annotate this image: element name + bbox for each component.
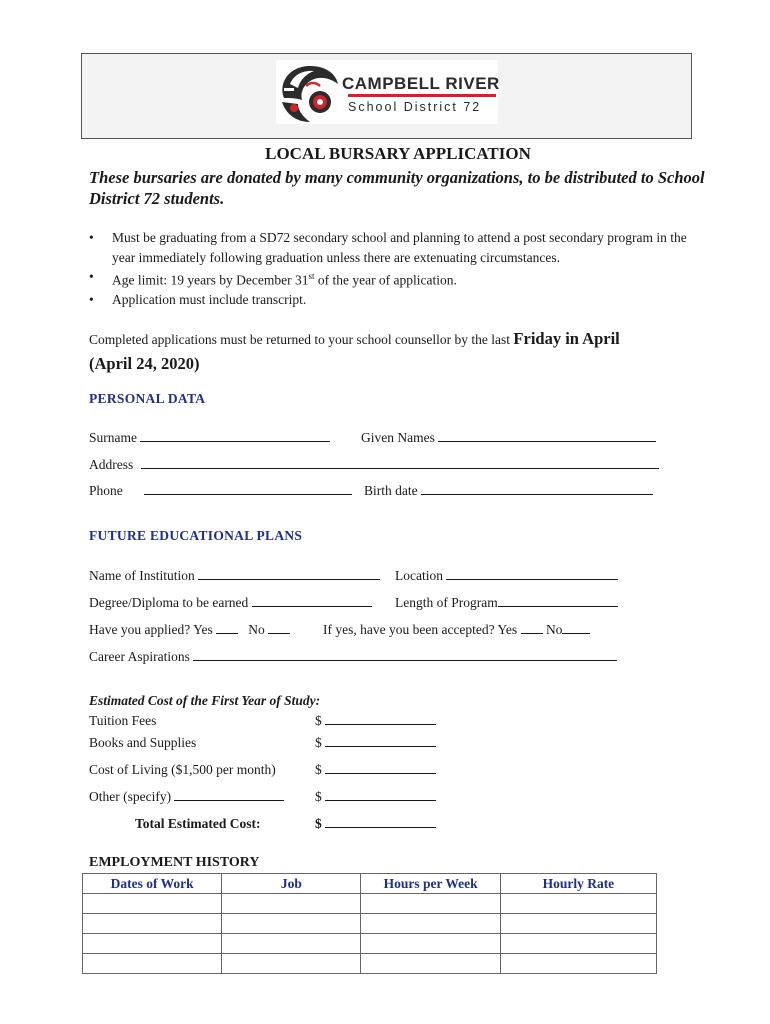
employment-heading: EMPLOYMENT HISTORY <box>89 855 260 870</box>
surname-field[interactable] <box>140 430 330 442</box>
table-cell[interactable] <box>222 954 361 974</box>
table-cell[interactable] <box>361 954 500 974</box>
applied-no-field[interactable] <box>268 622 290 634</box>
page-title: LOCAL BURSARY APPLICATION <box>265 144 531 163</box>
bullet-icon: • <box>89 292 94 307</box>
logo-banner <box>81 53 692 139</box>
table-header-row <box>83 874 657 894</box>
eligibility-list <box>89 228 709 310</box>
column-hourly-rate: Hourly Rate <box>500 874 656 894</box>
program-length-field[interactable] <box>498 595 618 607</box>
location-field[interactable] <box>446 568 618 580</box>
phone-row: Phone <box>89 483 352 499</box>
applied-yes-field[interactable] <box>216 622 238 634</box>
bullet-icon: • <box>89 269 94 284</box>
table-cell[interactable] <box>500 894 656 914</box>
surname-row: Surname <box>89 430 330 446</box>
degree-field[interactable] <box>252 595 372 607</box>
logo-red-rule <box>348 94 496 97</box>
bullet-icon: • <box>89 230 94 245</box>
list-item: • Age limit: 19 years by December 31st of the year of application. <box>89 269 457 288</box>
accepted-yes-field[interactable] <box>521 622 543 634</box>
living-field[interactable] <box>325 762 436 774</box>
table-cell[interactable] <box>500 934 656 954</box>
total-field[interactable] <box>325 816 436 828</box>
other-row: Other (specify) <box>89 789 284 805</box>
table-cell[interactable] <box>83 894 222 914</box>
accepted-row: If yes, have you been accepted? Yes No <box>323 622 590 638</box>
column-dates-of-work: Dates of Work <box>83 874 222 894</box>
table-cell[interactable] <box>500 914 656 934</box>
logo-text-school-district: School District 72 <box>348 100 482 114</box>
books-field[interactable] <box>325 735 436 747</box>
deadline-date: (April 24, 2020) <box>89 354 200 373</box>
books-amount-row: $ <box>315 735 436 751</box>
column-hours-per-week: Hours per Week <box>361 874 500 894</box>
table-cell[interactable] <box>361 934 500 954</box>
intro-text: These bursaries are donated by many community organizations, to be distributed to School District 72 students. <box>89 168 705 208</box>
column-job: Job <box>222 874 361 894</box>
living-amount-row: $ <box>315 762 436 778</box>
table-row <box>83 954 657 974</box>
table-row <box>83 894 657 914</box>
table-cell[interactable] <box>222 914 361 934</box>
total-amount-row: $ <box>315 816 436 832</box>
employment-table <box>82 873 657 974</box>
given-names-row: Given Names <box>361 430 656 446</box>
applied-row: Have you applied? Yes No <box>89 622 290 638</box>
accepted-no-field[interactable] <box>562 622 590 634</box>
list-item: • Must be graduating from a SD72 secondary school and planning to attend a post secondary program in the year immediately following graduation unless there are extenuating circumstances. <box>89 230 687 265</box>
formline-eagle-logo-icon <box>276 62 342 124</box>
table-cell[interactable] <box>83 934 222 954</box>
living-label: Cost of Living ($1,500 per month) <box>89 762 276 777</box>
program-length-row: Length of Program <box>395 595 618 611</box>
tuition-label: Tuition Fees <box>89 713 157 728</box>
table-cell[interactable] <box>222 934 361 954</box>
table-cell[interactable] <box>222 894 361 914</box>
list-item: • Application must include transcript. <box>89 290 709 310</box>
books-label: Books and Supplies <box>89 735 197 750</box>
phone-field[interactable] <box>144 483 352 495</box>
table-cell[interactable] <box>361 914 500 934</box>
section-future-plans: FUTURE EDUCATIONAL PLANS <box>89 528 303 543</box>
table-cell[interactable] <box>361 894 500 914</box>
institution-field[interactable] <box>198 568 380 580</box>
cost-heading: Estimated Cost of the First Year of Study: <box>89 693 321 708</box>
other-specify-field[interactable] <box>174 789 284 801</box>
degree-row: Degree/Diploma to be earned <box>89 595 372 611</box>
table-row <box>83 934 657 954</box>
table-cell[interactable] <box>83 914 222 934</box>
career-aspirations-field[interactable] <box>193 649 617 661</box>
address-row: Address <box>89 457 659 473</box>
other-amount-field[interactable] <box>325 789 436 801</box>
location-row: Location <box>395 568 618 584</box>
birth-date-field[interactable] <box>421 483 653 495</box>
given-names-field[interactable] <box>438 430 656 442</box>
deadline-notice: Completed applications must be returned to your school counsellor by the last Friday in April (April 24, 2020) <box>89 329 620 373</box>
career-row: Career Aspirations <box>89 649 617 665</box>
table-row <box>83 914 657 934</box>
logo-text-campbell-river: CAMPBELL RIVER <box>342 74 500 93</box>
district-logo <box>276 60 498 124</box>
total-label: Total Estimated Cost: <box>135 816 261 831</box>
deadline-text: Friday in April <box>513 329 620 348</box>
institution-row: Name of Institution <box>89 568 380 584</box>
section-personal-data: PERSONAL DATA <box>89 391 206 406</box>
table-cell[interactable] <box>500 954 656 974</box>
tuition-amount-row: $ <box>315 713 436 729</box>
other-amount-row: $ <box>315 789 436 805</box>
tuition-field[interactable] <box>325 713 436 725</box>
address-field[interactable] <box>141 457 659 469</box>
birth-date-row: Birth date <box>364 483 653 499</box>
table-cell[interactable] <box>83 954 222 974</box>
